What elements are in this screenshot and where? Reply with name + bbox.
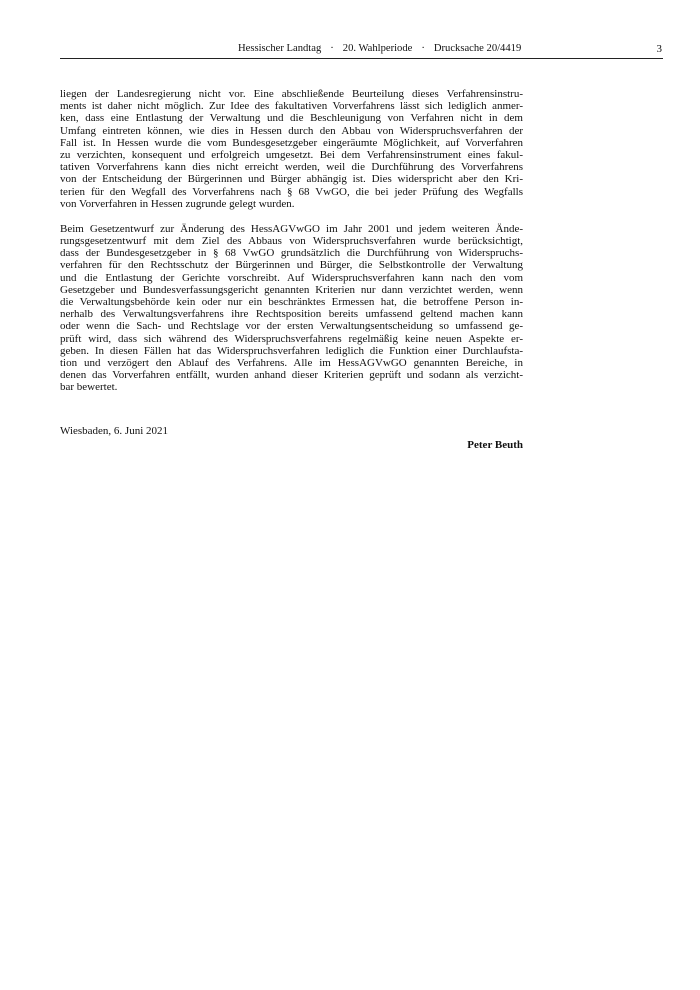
text-line: nerhalb des Verwaltungsverfahrens ihre Rechtsposition bereits umfassend geltend machen kann (60, 308, 523, 321)
text-line: verfahren für den Rechtsschutz der Bürgerinnen und Bürger, die Selbstkontrolle der Verwaltung (60, 259, 523, 272)
header-publisher: Hessischer Landtag (238, 43, 322, 54)
text-line: Fall ist. In Hessen wurde die vom Bundesgesetzgeber eingeräumte Möglichkeit, auf Vorverfahren (60, 136, 523, 149)
text-line: zu verzichten, konsequent und erfolgreich umgesetzt. Bei dem Verfahrensinstrument eines fakul- (60, 148, 523, 161)
page-number: 3 (656, 43, 662, 55)
text-line: von der Entscheidung der Bürgerinnen und Bürger abhängig ist. Dies widerspricht aber den Kri- (60, 173, 523, 186)
text-line: von Vorverfahren in Hessen zugrunde gelegt wurden. (60, 197, 295, 210)
text-line: tion und verzögert den Ablauf des Verfahrens. Alle im HessAGVwGO genannten Bereiche, in (60, 356, 523, 369)
text-line: tativen Vorverfahrens kann dies nicht erreicht werden, weil die Durchführung des Vorverfahrens (60, 161, 523, 174)
text-line: dass der Bundesgesetzgeber in § 68 VwGO grundsätzlich die Durchführung von Widerspruchs- (60, 247, 523, 260)
text-line: Umfang eintreten können, wie dies in Hessen durch den Abbau von Widerspruchsverfahren der (60, 124, 523, 137)
text-line: ken, dass eine Entlastung der Verwaltung und die Beschleunigung von Verfahren nicht in dem (60, 112, 523, 125)
text-line: terien für den Wegfall des Vorverfahrens nach § 68 VwGO, die bei jeder Prüfung des Wegfalls (60, 185, 523, 198)
text-line: Gesetzgeber und Bundesverfassungsgericht genannten Kriterien nur dann verzichtet werden, wenn (60, 283, 523, 296)
text-line: prüft wird, dass sich während des Widerspruchsverfahrens regelmäßig keine neuen Aspekte er- (60, 332, 523, 345)
page-header (60, 42, 662, 58)
text-line: bar bewertet. (60, 381, 118, 394)
header-rule (60, 58, 663, 59)
text-line: geben. In diesen Fällen hat das Widerspruchsverfahren lediglich die Funktion einer Durchlaufsta- (60, 344, 523, 357)
text-line: Beim Gesetzentwurf zur Änderung des HessAGVwGO im Jahr 2001 und jedem weiteren Ände- (60, 222, 523, 235)
text-line: denen das Vorverfahren entfällt, wurden anhand dieser Kriterien geprüft und sodann als verzicht- (60, 369, 523, 382)
text-line: und die Entlastung der Gerichte vorschreibt. Auf Widerspruchsverfahren kann nach den vom (60, 271, 523, 284)
body-text (60, 88, 523, 394)
text-line: ments ist daher nicht möglich. Zur Idee des fakultativen Vorverfahrens lässt sich lediglich anmer- (60, 100, 523, 113)
text-line: oder wenn die Sach- und Rechtslage vor der ersten Verwaltungsentscheidung so umfassend ge- (60, 320, 523, 333)
paragraph-2 (60, 223, 523, 394)
text-line: rungsgesetzentwurf mit dem Ziel des Abbaus von Widerspruchsverfahren wurde berücksichtigt, (60, 235, 523, 248)
header-print-doc: Drucksache 20/4419 (433, 43, 522, 54)
paragraph-1 (60, 88, 523, 210)
text-line: liegen der Landesregierung nicht vor. Eine abschließende Beurteilung dieses Verfahrensinstru- (60, 88, 523, 100)
header-info (238, 42, 521, 56)
signer-name: Peter Beuth (467, 439, 523, 451)
paragraph-gap (60, 210, 523, 223)
place-date: Wiesbaden, 6. Juni 2021 (60, 425, 169, 437)
header-period: 20. Wahlperiode (342, 43, 413, 54)
header-separator: · (330, 43, 334, 54)
header-separator: · (421, 43, 425, 54)
text-line: die Verwaltungsbehörde kein oder nur ein beschränktes Ermessen hat, die betroffene Person in- (60, 296, 523, 308)
